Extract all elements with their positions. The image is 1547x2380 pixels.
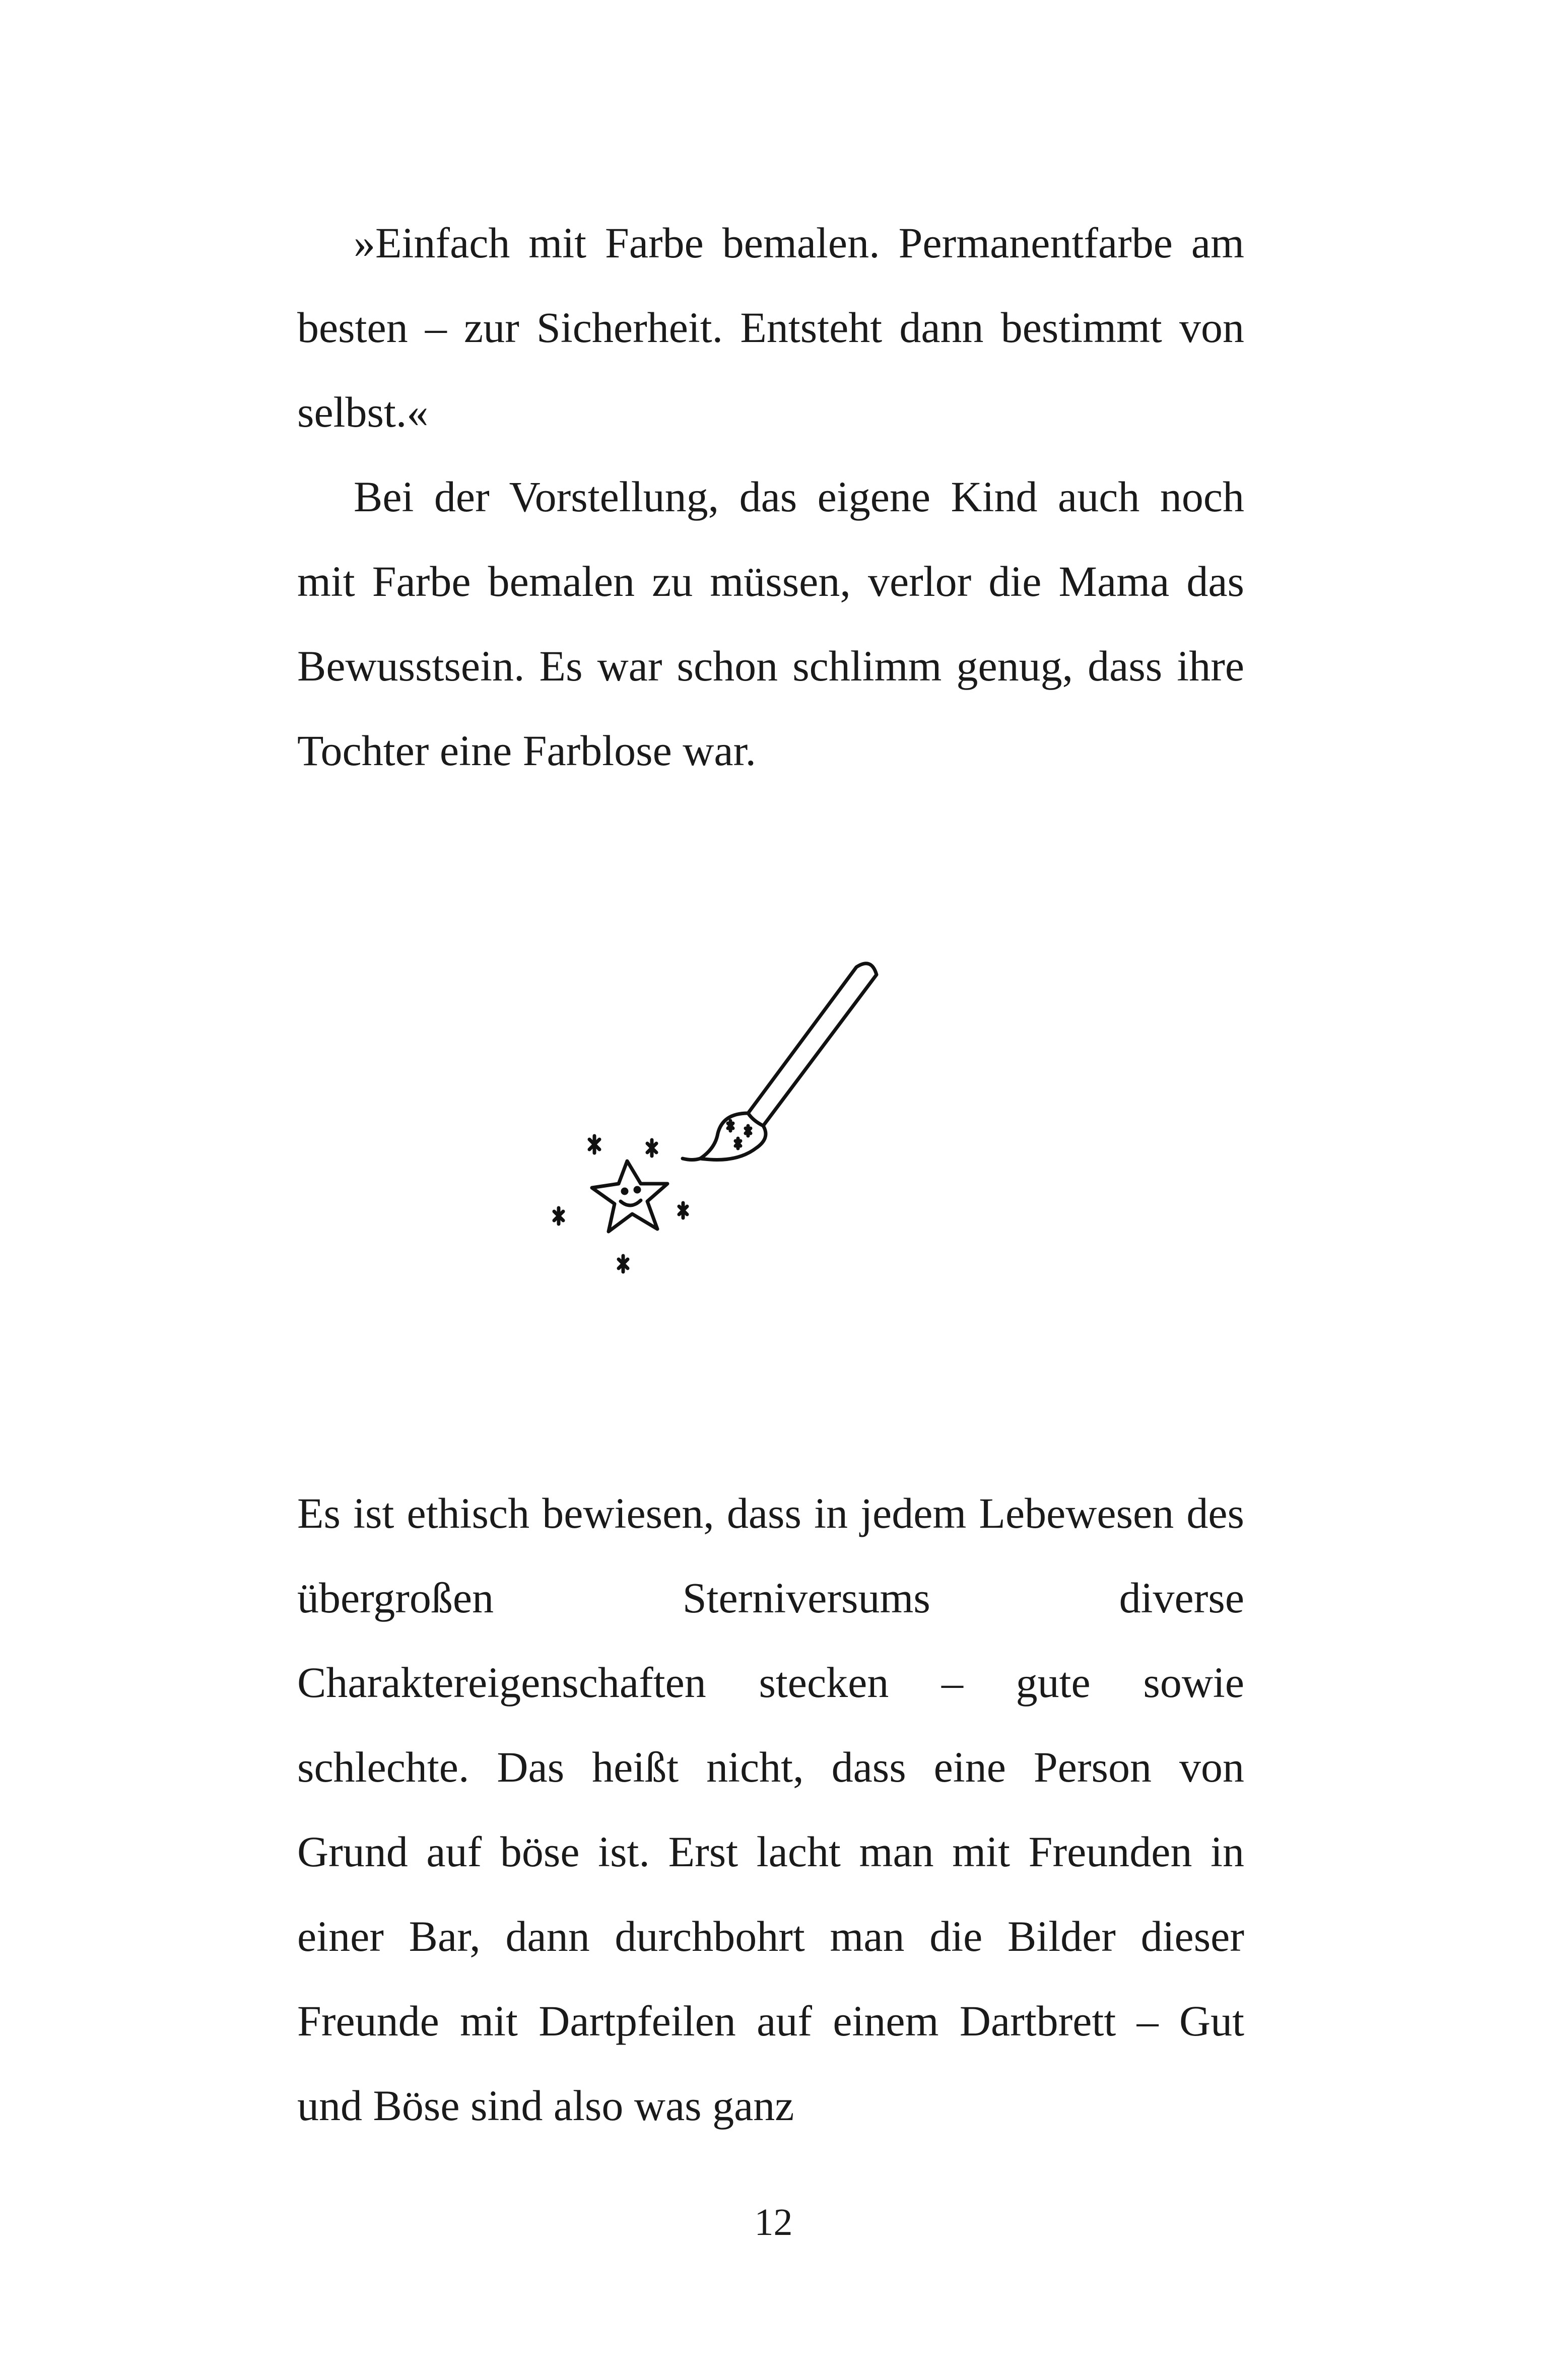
paragraph-dialogue: »Einfach mit Farbe bemalen. Permanentfarbe am besten – zur Sicherheit. Entsteht dann bestimmt von selbst.« — [297, 219, 1244, 436]
text-block-bottom — [297, 1471, 1244, 2148]
page-number: 12 — [754, 2201, 793, 2243]
paragraph-narration: Bei der Vorstellung, das eigene Kind auch noch mit Farbe bemalen zu müssen, verlor die Mama das Bewusstsein. Es war schon schlimm genug, dass ihre Tochter eine Farblose war. — [297, 472, 1244, 775]
text-block-top — [297, 200, 1244, 793]
paragraph-ethics: Es ist ethisch bewiesen, dass in jedem Lebewesen des übergroßen Sterniversums diverse Charaktereigenschaften stecken – gute sowie schlechte. Das heißt nicht, dass eine Person von Grund auf böse ist. Erst lacht man mit Freunden in einer Bar, dann durchbohrt man die Bilder dieser Freunde mit Dartpfeilen auf einem Dartbrett – Gut und Böse sind also was ganz — [297, 1489, 1244, 2130]
paintbrush-star-icon — [524, 947, 907, 1330]
